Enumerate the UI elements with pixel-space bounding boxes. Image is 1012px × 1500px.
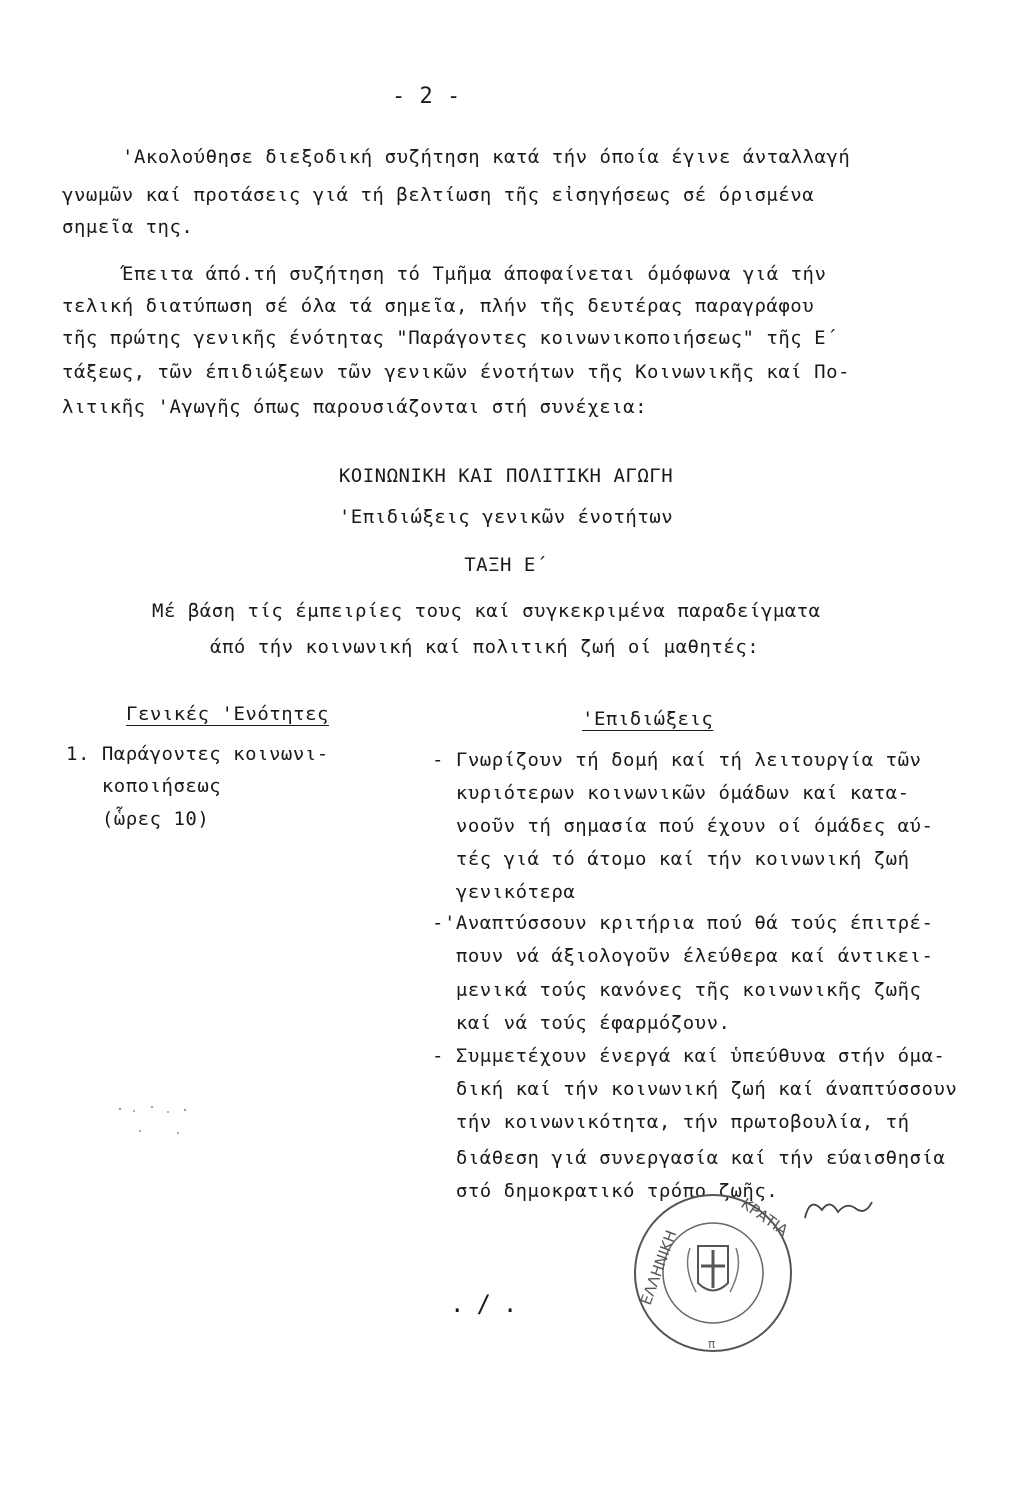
decision-line: τάξεως, τῶν έπιδιώξεων τῶν γενικῶν ένοτήτων τῆς Κοινωνικῆς καί Πο-	[62, 361, 850, 383]
official-stamp-seal	[628, 1188, 798, 1358]
section-subtitle: 'Επιδιώξεις γενικῶν ένοτήτων	[338, 506, 674, 528]
decision-line: τῆς πρώτης γενικῆς ένότητας "Παράγοντες κοινωνικοποιήσεως" τῆς Ε΄	[62, 327, 839, 349]
unit-line: 1. Παράγοντες κοινωνι-	[66, 743, 329, 765]
objective-line: - Γνωρίζουν τή δομή καί τή λειτουργία τῶν	[432, 749, 922, 771]
class-label: ΤΑΞΗ Ε΄	[464, 554, 548, 576]
objective-line: νοοῦν τή σημασία πού έχουν οί όμάδες αύ-	[432, 815, 934, 837]
handwritten-signature	[800, 1188, 880, 1228]
objective-line: δική καί τήν κοινωνική ζωή καί άναπτύσσουν	[432, 1078, 958, 1100]
section-title: ΚΟΙΝΩΝΙΚΗ ΚΑΙ ΠΟΛΙΤΙΚΗ ΑΓΩΓΗ	[338, 465, 674, 487]
objective-line: τές γιά τό άτομο καί τήν κοινωνική ζωή	[432, 848, 910, 870]
objective-line: στό δημοκρατικό τρόπο ζωῆς.	[432, 1180, 779, 1202]
objective-line: τήν κοινωνικότητα, τήν πρωτοβουλία, τή	[432, 1111, 910, 1133]
unit-line: (ὧρες 10)	[66, 808, 210, 830]
intro-line: 'Ακολούθησε διεξοδική συζήτηση κατά τήν όποία έγινε άνταλλαγή	[122, 146, 851, 168]
continuation-mark: ./.	[450, 1290, 530, 1318]
objective-line: καί νά τούς έφαρμόζουν.	[432, 1012, 731, 1034]
preamble-line: Μέ βάση τίς έμπειρίες τους καί συγκεκριμένα παραδείγματα	[152, 600, 821, 622]
objective-line: κυριότερων κοινωνικῶν όμάδων καί κατα-	[432, 782, 910, 804]
svg-text:π: π	[708, 1337, 716, 1351]
objective-line: διάθεση γιά συνεργασία καί τήν εύαισθησία	[432, 1147, 946, 1169]
objective-line: γενικότερα	[432, 881, 576, 903]
svg-text:ΚΡΑΤΙΑ: ΚΡΑΤΙΑ	[737, 1194, 792, 1240]
objective-line: μενικά τούς κανόνες τῆς κοινωνικῆς ζωῆς	[432, 979, 922, 1001]
page-number: - 2 -	[392, 84, 461, 109]
intro-line: γνωμῶν καί προτάσεις γιά τή βελτίωση τῆς εἰσηγήσεως σέ όρισμένα	[62, 184, 815, 206]
svg-text:ΕΛΛΗΝΙΚΗ: ΕΛΛΗΝΙΚΗ	[636, 1227, 681, 1308]
preamble-line: άπό τήν κοινωνική καί πολιτική ζωή οί μαθητές:	[210, 636, 760, 658]
decision-line: τελική διατύπωση σέ όλα τά σημεῖα, πλήν τῆς δευτέρας παραγράφου	[62, 295, 815, 317]
decision-line: λιτικῆς 'Αγωγῆς όπως παρουσιάζονται στή συνέχεια:	[62, 396, 648, 418]
column-header-units: Γενικές 'Ενότητες	[126, 703, 329, 725]
scan-specks	[110, 1095, 200, 1145]
intro-line: σημεῖα της.	[62, 216, 194, 238]
column-header-objectives: 'Επιδιώξεις	[582, 708, 714, 730]
objective-line: πουν νά άξιολογοῦν έλεύθερα καί άντικει-	[432, 945, 934, 967]
objective-line: - Συμμετέχουν ένεργά καί ὑπεύθυνα στήν όμα-	[432, 1045, 946, 1067]
objective-line: -'Αναπτύσσουν κριτήρια πού θά τούς έπιτρέ-	[432, 912, 934, 934]
unit-line: κοποιήσεως	[66, 775, 222, 797]
decision-line: Έπειτα άπό.τή συζήτηση τό Τμῆμα άποφαίνεται όμόφωνα γιά τήν	[122, 263, 827, 285]
